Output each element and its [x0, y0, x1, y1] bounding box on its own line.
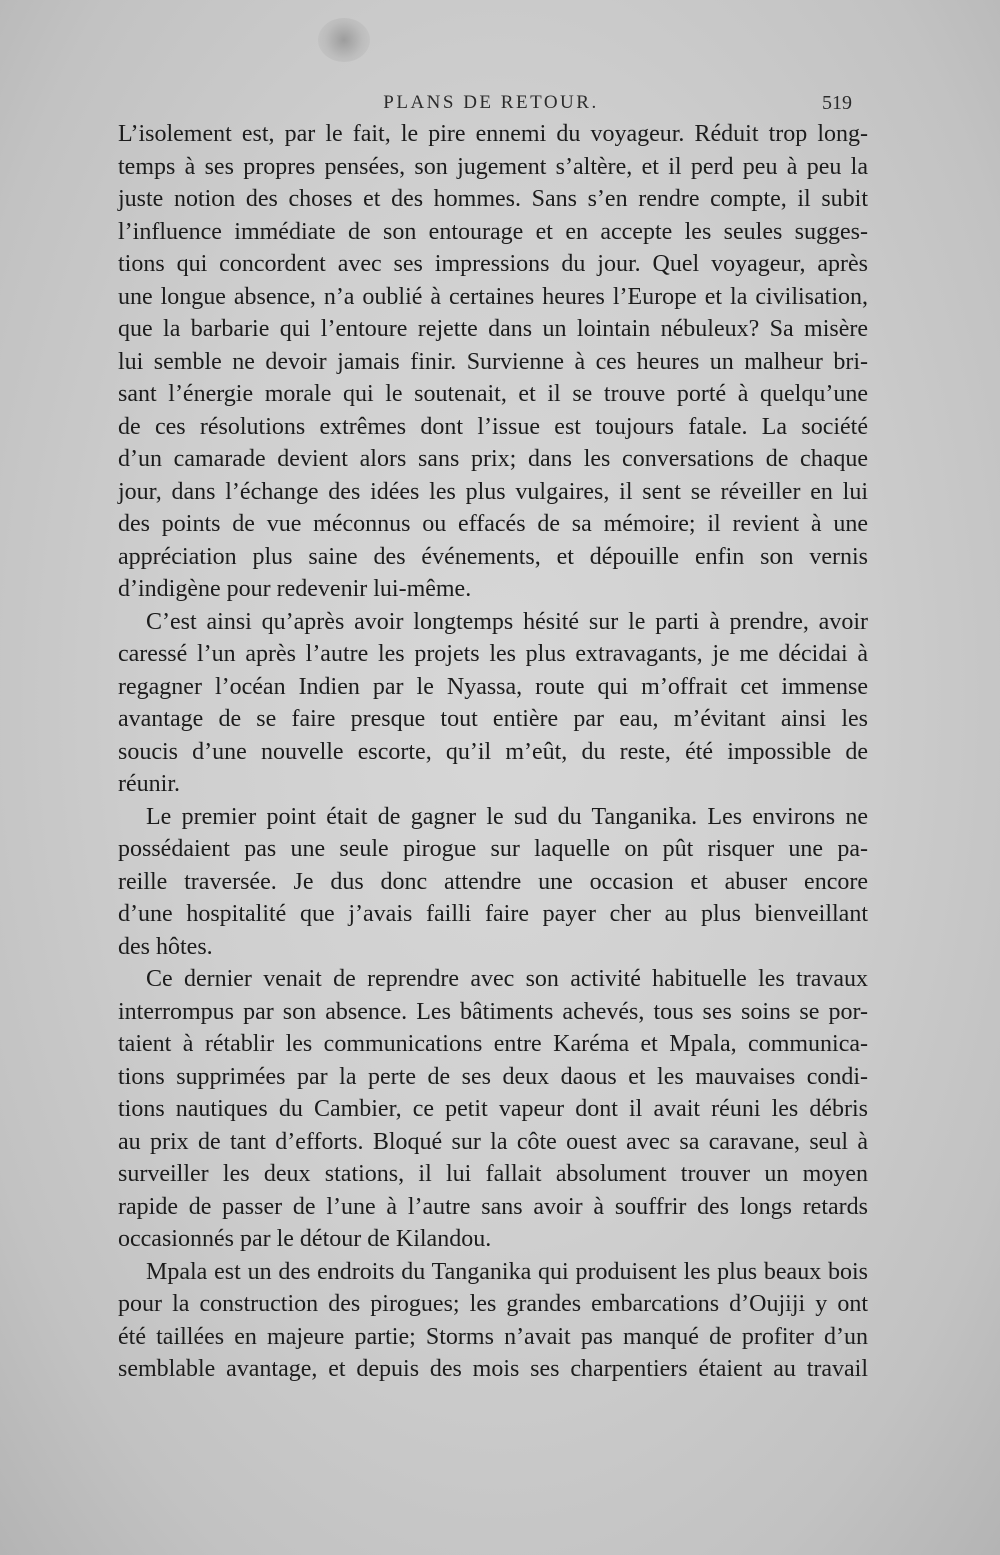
text-line: que la barbarie qui l’entoure rejette dans un lointain nébuleux? Sa misère	[118, 316, 868, 342]
text-line: tions nautiques du Cambier, ce petit vapeur dont il avait réuni les débris	[118, 1096, 868, 1122]
text-line: d’une hospitalité que j’avais failli faire payer cher au plus bienveillant	[118, 901, 868, 927]
text-line: taient à rétablir les communications entre Karéma et Mpala, communica-	[118, 1031, 868, 1057]
text-line: soucis d’une nouvelle escorte, qu’il m’eût, du reste, été impossible de	[118, 738, 868, 765]
paragraph	[118, 963, 868, 1256]
text-line: reille traversée. Je dus donc attendre une occasion et abuser encore	[118, 868, 868, 895]
paragraph	[118, 118, 868, 606]
text-line: des points de vue méconnus ou effacés de sa mémoire; il revient à une	[118, 511, 868, 537]
text-line: juste notion des choses et des hommes. Sans s’en rendre compte, il subit	[118, 186, 868, 212]
running-title: PLANS DE RETOUR.	[383, 92, 599, 113]
text-line: au prix de tant d’efforts. Bloqué sur la côte ouest avec sa caravane, seul à	[118, 1128, 868, 1155]
text-line: possédaient pas une seule pirogue sur laquelle on pût risquer une pa-	[118, 836, 868, 862]
text-line: Mpala est un des endroits du Tanganika qui produisent les plus beaux bois	[146, 1258, 868, 1285]
text-line: interrompus par son absence. Les bâtiments achevés, tous ses soins se por-	[118, 998, 868, 1025]
text-line: d’indigène pour redevenir lui-même.	[118, 576, 472, 602]
text-line: L’isolement est, par le fait, le pire ennemi du voyageur. Réduit trop long-	[118, 121, 868, 147]
text-line: tions supprimées par la perte de ses deux daous et les mauvaises condi-	[118, 1063, 868, 1090]
paragraph	[118, 606, 868, 801]
text-line: occasionnés par le détour de Kilandou.	[118, 1226, 492, 1252]
text-line: lui semble ne devoir jamais finir. Survienne à ces heures un malheur bri-	[118, 348, 868, 375]
body-text	[118, 118, 868, 1386]
text-line: C’est ainsi qu’après avoir longtemps hésité sur le parti à prendre, avoir	[146, 608, 868, 635]
text-line: jour, dans l’échange des idées les plus vulgaires, il sent se réveiller en lui	[118, 478, 868, 505]
text-line: Le premier point était de gagner le sud du Tanganika. Les environs ne	[146, 803, 868, 830]
text-line: rapide de passer de l’une à l’autre sans avoir à souffrir des longs retards	[118, 1193, 868, 1220]
text-line: réunir.	[118, 771, 180, 797]
text-line: pour la construction des pirogues; les grandes embarcations d’Oujiji y ont	[118, 1291, 868, 1317]
text-line: d’un camarade devient alors sans prix; dans les conversations de chaque	[118, 446, 868, 472]
text-line: regagner l’océan Indien par le Nyassa, route qui m’offrait cet immense	[118, 673, 868, 700]
text-line: appréciation plus saine des événements, et dépouille enfin son vernis	[118, 543, 868, 570]
text-line: temps à ses propres pensées, son jugement s’altère, et il perd peu à peu la	[118, 153, 868, 180]
text-line: Ce dernier venait de reprendre avec son activité habituelle les travaux	[146, 966, 868, 992]
ink-smudge	[318, 18, 370, 62]
text-line: semblable avantage, et depuis des mois ses charpentiers étaient au travail	[118, 1356, 868, 1382]
text-line: été taillées en majeure partie; Storms n’avait pas manqué de profiter d’un	[118, 1323, 868, 1350]
text-line: des hôtes.	[118, 933, 213, 960]
text-line: l’influence immédiate de son entourage et en accepte les seules sugges-	[118, 218, 868, 245]
running-head	[130, 92, 852, 120]
text-line: caressé l’un après l’autre les projets les plus extravagants, je me décidai à	[118, 641, 868, 667]
page-number: 519	[822, 92, 852, 114]
text-line: une longue absence, n’a oublié à certaines heures l’Europe et la civilisation,	[118, 283, 868, 310]
text-line: sant l’énergie morale qui le soutenait, et il se trouve porté à quelqu’une	[118, 381, 868, 407]
text-line: tions qui concordent avec ses impressions du jour. Quel voyageur, après	[118, 251, 868, 277]
paragraph	[118, 1256, 868, 1386]
paragraph	[118, 801, 868, 964]
text-line: de ces résolutions extrêmes dont l’issue est toujours fatale. La société	[118, 413, 868, 440]
text-line: surveiller les deux stations, il lui fallait absolument trouver un moyen	[118, 1161, 868, 1187]
text-line: avantage de se faire presque tout entière par eau, m’évitant ainsi les	[118, 706, 868, 732]
